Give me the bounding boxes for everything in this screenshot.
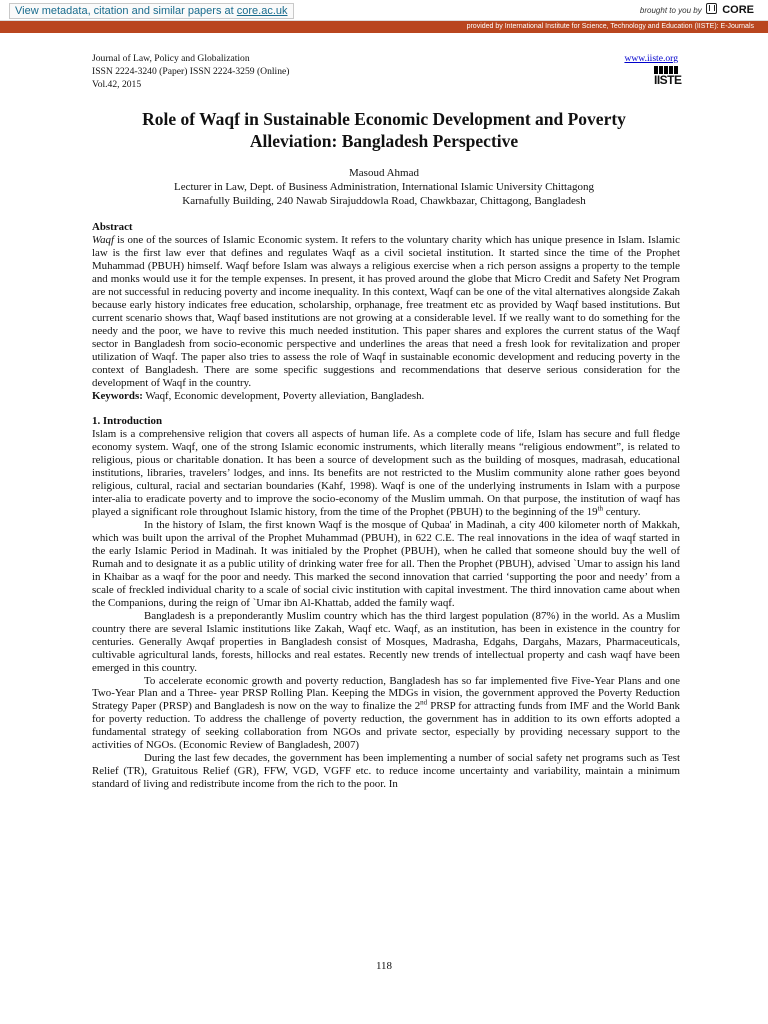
intro-paragraph-5: During the last few decades, the government has been implementing a number of social safety net programs such as Test Relief (TR), Gratuitous Relief (GR), FFW, VGD, VGFF etc. to reduce income uncertainty and variability, maintain a minimum standard of living and redistribute income from the rich to the poor. In — [92, 752, 680, 791]
core-metadata-link[interactable] — [9, 3, 294, 19]
intro-p4-sup: nd — [420, 698, 428, 707]
abstract-first-word: Waqf — [92, 234, 114, 246]
keywords-label: Keywords: — [92, 389, 143, 402]
author-affiliation-2: Karnafully Building, 240 Nawab Sirajuddowla Road, Chawkbazar, Chittagong, Bangladesh — [182, 195, 586, 207]
intro-heading: 1. Introduction — [92, 414, 162, 427]
intro-paragraph-4 — [92, 675, 680, 753]
abstract-text — [92, 234, 680, 390]
title-line-2: Alleviation: Bangladesh Perspective — [249, 131, 519, 151]
intro-paragraph-2: In the history of Islam, the first known Waqf is the mosque of Qubaa' in Madinah, a city 400 kilometer north of Makkah, which was built upon the arrival of the Prophet Muhammad (PBUH), in 622 C.E. The real innovations in the idea of waqf started in the early Islamic Period in Madinah. It was initialed by the Prophet (PBUH), when he called that someone should buy the well of Rumah and to designate it as a public utility of drinking water free for all. Then the Prophet (PBUH), advised `Umar to assign his land in Khaibar as a waqf for the poor and needy. This marked the second innovation that carried ‘supporting the poor and needy’ from a scale of freckled individual charity to a scale of social civic institution with capital investment. The third innovation came about when the Companions, during the reign of `Umar ibn Al-Khattab, added the family waqf. — [92, 518, 680, 609]
core-link-text[interactable]: core.ac.uk — [236, 5, 288, 17]
core-logo: CORE — [722, 4, 754, 16]
journal-header — [92, 52, 682, 91]
provided-by-text: provided by International Institute for Science, Technology and Education (IISTE): E-Journals — [466, 23, 754, 30]
paper-title — [60, 108, 708, 152]
core-banner — [0, 0, 768, 32]
intro-p4-end: PRSP for attracting funds from IMF and the World Bank for poverty reduction. To address the challenge of poverty reduction, the government has in addition to its own efforts adopted a fundamental strategy of seeking collaboration from NGOs and private sector, especially by providing necessary support to the activities of NGOs. (Economic Review of Bangladesh, 2007) — [92, 700, 680, 752]
intro-p4-text: To accelerate economic growth and poverty reduction, Bangladesh has so far implemented five Five-Year Plans and one Two-Year Plan and a Three- year PRSP Rolling Plan. Keeping the MDGs in vision, the government approved the Poverty Reduction Strategy Paper (PRSP) and Bangladesh is now on the way to finalize the 2 — [92, 674, 680, 713]
intro-paragraph-3: Bangladesh is a preponderantly Muslim country which has the third largest population (87%) in the world. As a Muslim country there are several Islamic institutions like Zakah, Waqf etc. Waqf, as an institution, has been in existence in the country for centuries. Generally Awqaf properties in Bangladesh consist of Mosques, Madrasha, Edgahs, Dargahs, Mazars, Pharmaceuticals, cultivable agricultural lands, forests, hillocks and real estates. Recently new trends of intellectual property and cash waqf have been emerged in this country. — [92, 609, 680, 674]
journal-issn: ISSN 2224-3240 (Paper) ISSN 2224-3259 (Online) — [92, 66, 290, 77]
title-line-1: Role of Waqf in Sustainable Economic Development and Poverty — [142, 109, 626, 129]
author-name: Masoud Ahmad — [349, 167, 419, 179]
intro-p1-end: century. — [603, 505, 641, 518]
journal-name: Journal of Law, Policy and Globalization — [92, 53, 250, 64]
journal-volume: Vol.42, 2015 — [92, 79, 142, 90]
author-block — [60, 166, 708, 208]
logo-text: IISTE — [654, 73, 682, 87]
core-logo-icon — [706, 3, 717, 14]
page-number: 118 — [375, 960, 393, 972]
abstract-body: is one of the sources of Islamic Economic system. It refers to the voluntary charity which has unique presence in Islam. Islamic law is the first law ever that defines and regulates Waqf as a civil societal institution. It started since the time of the Prophet Muhammad (PBUH) himself. Waqf before Islam was always a religious exercise when a rich person assigns a property to the temple and monks would use it for the temple expenses. In present, it has proved around the globe that Micro Credit and Safety Net Program are not successful in reducing poverty and income inequality. In this context, Waqf can be one of the vital alternatives alongside Zakah because early history indicates free education, scholarship, orphanage, free treatment etc as provided by Waqf based institutions. But current scenario shows that, Waqf based institutions are not growing at a considerable level. If we really want to do something for the needy and the poor, we have to revive this much needed institution. This paper shares and explores the current status of the Waqf sector in Bangladesh from socio-economic perspective and underlines the areas that need a fresh look for revitalization and proper utilization of Waqf. The paper also tries to assess the role of Waqf in sustainable economic development and reducing poverty in the context of Bangladesh. There are some specific suggestions and recommendations that deserve serious consideration for the development of Waqf in the country. — [92, 234, 680, 389]
keywords — [92, 390, 680, 403]
abstract-heading: Abstract — [92, 221, 133, 233]
intro-paragraph-1 — [92, 428, 680, 519]
provided-by-strip — [0, 21, 768, 33]
core-brought-by[interactable] — [640, 3, 754, 16]
author-affiliation-1: Lecturer in Law, Dept. of Business Administration, International Islamic University Chittagong — [174, 181, 594, 193]
journal-url-link[interactable]: www.iiste.org — [624, 53, 678, 64]
keywords-text: Waqf, Economic development, Poverty alleviation, Bangladesh. — [145, 389, 425, 402]
iiste-logo — [654, 66, 682, 90]
paper-body — [92, 221, 680, 791]
core-top-strip — [0, 0, 768, 21]
intro-p1-sup: th — [597, 504, 604, 513]
core-view-text: View metadata, citation and similar papers at — [15, 5, 234, 17]
intro-p1-text: Islam is a comprehensive religion that covers all aspects of human life. As a complete code of life, Islam has secure and full fledge economy system. Waqf, one of the strong Islamic economic instruments, which literally means “religious endowment”, is related to religious, pious or charitable donation. It has been a source of development such as the building of mosques, madrasah, educational institutions, libraries, travelers’ lodges, and inns. Its benefits are not restricted to the Muslim community alone rather goes beyond religious, cultural, racial and sectarian boundaries (Kahf, 1998). Waqf is one of the underlying instruments in Islam with a purpose inter-alia to eradicate poverty and to improve the socio-economy of the Muslim ummah. On that purpose, the institution of waqf has played a significant role throughout Islamic history, from the time of the Prophet (PBUH) to the beginning of the 19 — [92, 427, 680, 518]
brought-by-text: brought to you by — [639, 6, 702, 15]
